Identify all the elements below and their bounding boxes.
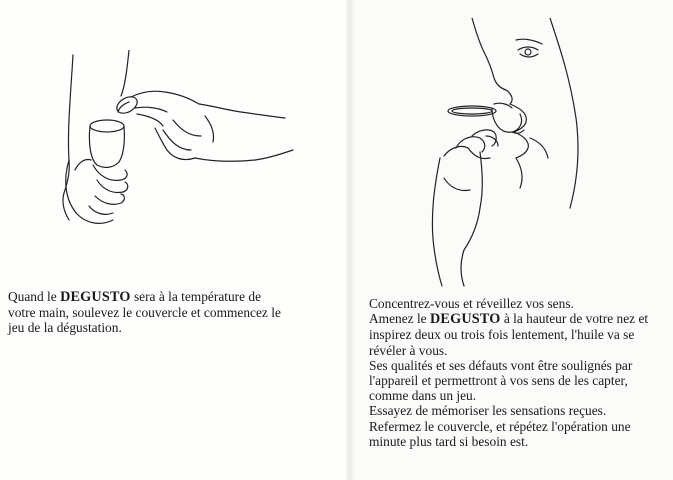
left-text-after: sera à la température de <box>130 289 262 304</box>
left-text-before: Quand le <box>8 289 61 304</box>
right-line-4: révéler à vous. <box>369 342 448 358</box>
right-line-8: Essayez de mémoriser les sensations reçues. <box>369 403 607 419</box>
right-paragraph <box>369 296 665 449</box>
right-line-7: comme dans un jeu. <box>369 388 477 404</box>
left-paragraph <box>8 289 308 336</box>
hand-lifting-lid-illustration <box>55 50 295 235</box>
right-line-2 <box>369 311 665 327</box>
book-gutter <box>346 0 356 480</box>
left-line-2: votre main, soulevez le couvercle et commencez le <box>8 305 281 321</box>
right-line-3: inspirez deux ou trois fois lentement, l'huile va se <box>369 327 635 343</box>
left-line-3: jeu de la dégustation. <box>8 320 122 336</box>
right-line-1: Concentrez-vous et réveillez vos sens. <box>369 296 574 311</box>
right-line-6: l'appareil et permettront à vos sens de les capter, <box>369 373 628 389</box>
right-line-10: minute plus tard si besoin est. <box>369 433 529 449</box>
right-line-5: Ses qualités et ses défauts vont être soulignés par <box>369 357 633 373</box>
right-text-before: Amenez le <box>369 311 430 327</box>
right-line-9: Refermez le couvercle, et répétez l'opération une <box>369 418 631 434</box>
right-text-after: à la hauteur de votre nez et <box>500 311 649 327</box>
left-line-1 <box>8 289 308 305</box>
brand-name: DEGUSTO <box>60 289 131 305</box>
person-smelling-cup-illustration <box>420 18 590 288</box>
brand-name: DEGUSTO <box>429 311 501 328</box>
